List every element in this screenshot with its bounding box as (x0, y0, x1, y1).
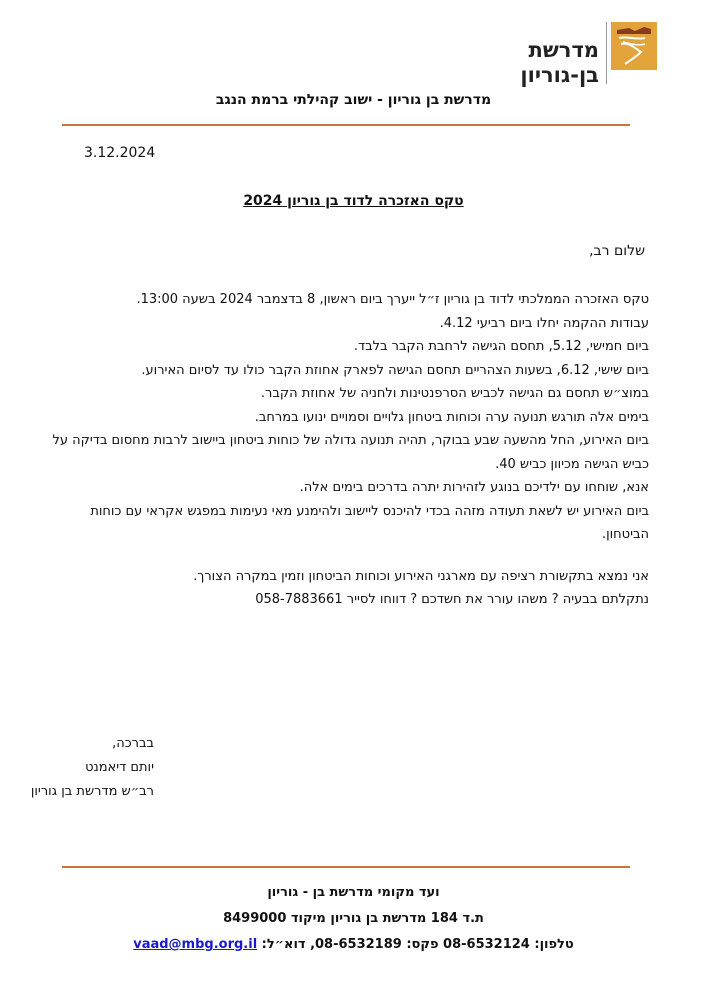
footer-address: ת.ד 184 מדרשת בן גוריון מיקוד 8499000 (223, 911, 484, 926)
signer-role: רב״ש מדרשת בן גוריון (30, 784, 154, 799)
body-paragraph: במוצ״ש תחסם גם הגישה לכביש הסרפנטינות ולחניה של אחוזת הקבר. (260, 386, 649, 401)
letter-title: טקס האזכרה לדוד בן גוריון 2024 (243, 193, 464, 209)
organization-line: מדרשת בן גוריון - ישוב קהילתי ברמת הנגב (215, 92, 492, 108)
logo-divider (606, 22, 607, 84)
footer-committee: ועד מקומי מדרשת בן - גוריון (267, 885, 440, 900)
body-paragraph: טקס האזכרה הממלכתי לדוד בן גוריון ז״ל ייערך ביום ראשון, 8 בדצמבר 2024 בשעה 13:00. (136, 292, 649, 307)
body-paragraph: עבודות ההקמה יחלו ביום רביעי 4.12. (439, 315, 649, 331)
signoff-greeting: בברכה, (112, 736, 154, 751)
footer-divider (62, 866, 630, 868)
footer-phone-fax: טלפון: 08-6532124 פקס: 08-6532189, דוא״ל: (257, 937, 574, 952)
logo-line-1: מדרשת (528, 38, 599, 62)
logo-line-2: בן-גוריון (520, 63, 599, 87)
letter-date: 3.12.2024 (84, 145, 156, 161)
footer-contact-line (0, 932, 707, 958)
signer-name: יותם דיאמנט (85, 760, 154, 775)
body-paragraph: ביום האירוע יש לשאת תעודה מזהה בכדי להיכנס ליישוב ולהימנע מאי נעימות במפגש אקראי עם כוחות הביטחון. (90, 503, 649, 542)
header-divider (62, 124, 630, 126)
letterhead-footer (0, 880, 707, 958)
signature-block (0, 732, 154, 804)
letter-greeting: שלום רב, (589, 243, 645, 259)
midreshet-ben-gurion-logo-icon (611, 22, 657, 70)
body-paragraph: ביום חמישי, 5.12, תחסם הגישה לרחבת הקבר בלבד. (353, 339, 649, 354)
patrol-contact-paragraph: נתקלתם בבעיה ? משהו עורר את חשדכם ? דווחו לסייר 058-7883661 (255, 592, 649, 607)
body-paragraph: אנא, שוחחו עם ילדיכם בנוגע לזהירות יתרה בדרכים בימים אלה. (299, 480, 649, 495)
body-paragraph: ביום האירוע, החל מהשעה שבע בבוקר, תהיה תנועה גדולה של כוחות ביטחון ביישוב לרבות מחסום בדיקה על כביש הגישה מכיוון כביש 40. (52, 433, 649, 472)
letter-body (49, 288, 649, 612)
footer-email-link[interactable]: vaad@mbg.org.il (133, 937, 258, 952)
body-paragraph: ביום שישי, 6.12, בשעות הצהריים תחסם הגישה לפארק אחוזת הקבר כולו עד לסיום האירוע. (141, 362, 649, 378)
closing-paragraph: אני נמצא בתקשורת רציפה עם מארגני האירוע וכוחות הביטחון וזמין במקרה הצורך. (193, 568, 649, 584)
body-paragraph: בימים אלה תורגש תנועה ערה וכוחות ביטחון גלויים וסמויים ינועו במרחב. (254, 409, 649, 425)
paragraph-gap (49, 547, 649, 565)
logo-wordmark (469, 38, 599, 88)
